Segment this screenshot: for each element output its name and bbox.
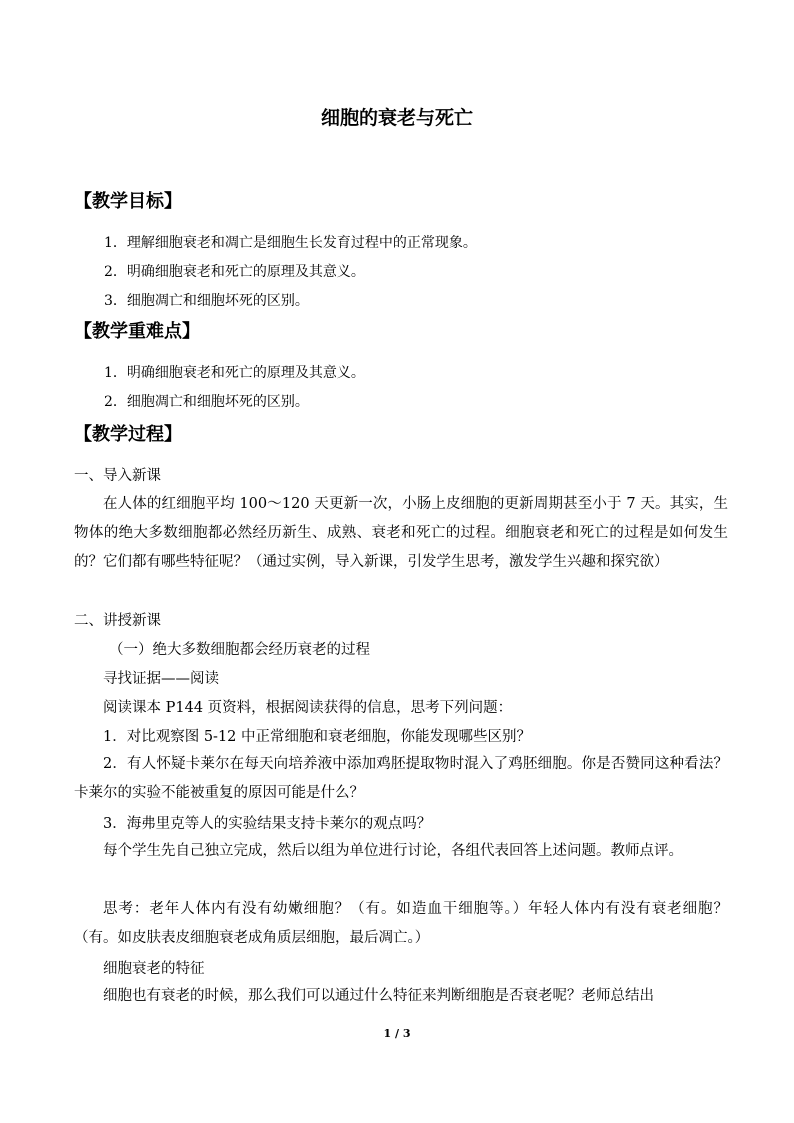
objective-item: 3．细胞凋亡和细胞坏死的区别。 [104,293,309,309]
evidence-heading: 寻找证据——阅读 [103,671,219,687]
objective-item: 2．明确细胞衰老和死亡的原理及其意义。 [104,264,365,280]
reading-instruction: 阅读课本 P144 页资料，根据阅读获得的信息，思考下列问题： [103,700,513,716]
part1-heading: 一、导入新课 [74,468,161,484]
section-heading-key-points: 【教学重难点】 [74,321,200,342]
aging-features-paragraph: 细胞也有衰老的时候，那么我们可以通过什么特征来判断细胞是否衰老呢？老师总结出 [103,988,654,1004]
thinking-paragraph: 思考：老年人体内有没有幼嫩细胞？（有。如造血干细胞等。）年轻人体内有没有衰老细胞？（有。如皮肤表皮细胞衰老成角质层细胞，最后凋亡。） [74,901,728,946]
page-indicator: 1 / 3 [383,1027,411,1040]
key-point-item: 2．细胞凋亡和细胞坏死的区别。 [104,394,309,410]
section-heading-objectives: 【教学目标】 [74,191,182,212]
discussion-paragraph: 每个学生先自己独立完成，然后以组为单位进行讨论，各组代表回答上述问题。教师点评。 [103,843,683,859]
question-1: 1．对比观察图 5-12 中正常细胞和衰老细胞，你能发现哪些区别？ [103,729,532,745]
sub1-heading: （一）绝大多数细胞都会经历衰老的过程 [109,642,370,658]
section-heading-process: 【教学过程】 [74,424,182,445]
question-2: 2．有人怀疑卡莱尔在每天向培养液中添加鸡胚提取物时混入了鸡胚细胞。你是否赞同这种看法？卡莱尔的实验不能被重复的原因可能是什么？ [74,756,728,801]
aging-features-heading: 细胞衰老的特征 [103,961,205,977]
document-title: 细胞的衰老与死亡 [320,107,473,129]
part2-heading: 二、讲授新课 [74,613,161,629]
key-point-item: 1．明确细胞衰老和死亡的原理及其意义。 [104,365,365,381]
question-3: 3．海弗里克等人的实验结果支持卡莱尔的观点吗？ [103,816,432,832]
objective-item: 1．理解细胞衰老和凋亡是细胞生长发育过程中的正常现象。 [104,235,477,251]
intro-paragraph: 在人体的红细胞平均 100～120 天更新一次，小肠上皮细胞的更新周期甚至小于 7 天。其实，生物体的绝大多数细胞都必然经历新生、成熟、衰老和死亡的过程。细胞衰老和死亡的过程是如何发生的？它们都有哪些特征呢？（通过实例，导入新课，引发学生思考，激发学生兴趣和探究欲） [74,496,728,570]
